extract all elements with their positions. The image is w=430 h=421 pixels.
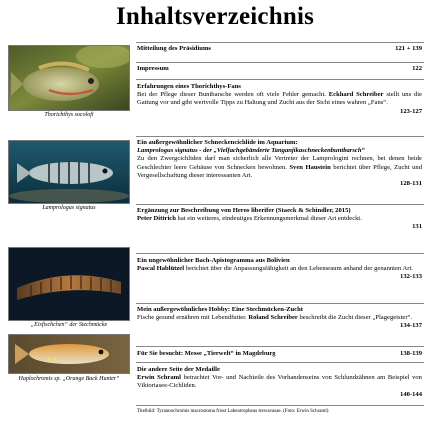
entry-description xyxy=(137,91,422,107)
toc-entry xyxy=(137,306,422,331)
entry-heading: Ein ungewöhnlicher Bach-Apistogramma aus Bolivien xyxy=(137,257,290,264)
divider xyxy=(136,346,424,347)
page-range: 131 xyxy=(412,223,422,231)
photo-caption: „Eisfischchen“ der Stechmücke xyxy=(30,322,108,328)
entry-description xyxy=(137,215,422,223)
toc-entry xyxy=(137,45,422,53)
description-text: berichtet über Pflege, Zucht und Vergesellschaftung dieser interessanten Art. xyxy=(137,163,422,179)
description-text: hat ein weiteres, eindeutiges Erkennungsmerkmal dieser Art entdeckt. xyxy=(175,215,362,223)
divider xyxy=(136,204,424,205)
entry-subheading: Lamprologus signatus - der „Vielfachgebänderte Tanganjikaschneckenbuntbarsch“ xyxy=(137,147,365,155)
divider xyxy=(136,362,424,363)
author-name: Erwin Schraml xyxy=(137,374,181,382)
entry-heading: Mein außergewöhnliches Hobby: Eine Stechmücken-Zucht xyxy=(137,306,303,313)
description-text: Zu den Zwergcichliden darf man sicherlich alle Vertreter der Lamprologini rechnen, bei denen beide Geschlechter leere Gehäuse von Schnecken bewohnen. xyxy=(137,155,422,171)
author-name: Pascal Hablützel xyxy=(137,265,185,273)
divider xyxy=(136,62,424,63)
toc-entry xyxy=(137,350,422,358)
mosquito-larva-photo xyxy=(8,247,130,321)
entry-description xyxy=(137,374,422,390)
entry-description xyxy=(137,314,422,322)
haplochromis-fish-photo xyxy=(8,334,130,374)
photo-caption: Lamprologus signatus xyxy=(42,205,96,211)
lamprologus-fish-photo xyxy=(8,140,130,204)
description-text: beschreibt die Zucht dieser „Plagegeister“. xyxy=(297,314,413,322)
page-range: 138-139 xyxy=(400,350,422,357)
page-range: 140-144 xyxy=(400,390,422,398)
cichlid-fish-photo xyxy=(8,45,130,111)
toc-entry xyxy=(137,207,422,232)
entry-heading: Ein außergewöhnlicher Schneckencichlide im Aquarium: xyxy=(137,139,298,146)
toc-entry xyxy=(137,65,422,73)
toc-entry xyxy=(137,366,422,399)
author-name: Eckhard Schreiber xyxy=(328,91,384,99)
entry-description xyxy=(137,265,422,273)
entry-description xyxy=(137,155,422,180)
divider xyxy=(136,79,424,80)
description-text: Bei der Pflege dieser Buntbarsche werden oft viele Fehler gemacht. xyxy=(137,91,329,99)
author-name: Sven Haustein xyxy=(289,163,331,171)
entry-heading: Erfahrungen eines Thorichthys-Fans xyxy=(137,83,241,90)
page-range: 134-137 xyxy=(400,322,422,330)
page-range: 132-133 xyxy=(400,273,422,281)
entry-heading: Ergänzung zur Beschreibung von Heros liberifer (Staeck & Schindler, 2015) xyxy=(137,207,351,214)
page-range: 123-127 xyxy=(400,107,422,115)
entry-heading: Impressum xyxy=(137,65,169,72)
page-range: 122 xyxy=(412,65,422,72)
divider xyxy=(136,253,424,254)
entry-heading: Die andere Seite der Medaille xyxy=(137,366,220,373)
divider xyxy=(136,405,424,406)
toc-entry xyxy=(137,257,422,282)
author-name: Peter Dittrich xyxy=(137,215,176,223)
page-range: 121 + 139 xyxy=(395,45,422,52)
description-text: berichtet über die Anpassungsfähigkeit an den Lebensraum anhand der genannten Art. xyxy=(184,265,413,273)
divider xyxy=(136,303,424,304)
description-text: betrachtet Vor- und Nachteile des Vorhandenseins von Schlundzähnen am Beispiel von Viktoriasee-Cichliden. xyxy=(137,374,422,390)
divider xyxy=(136,136,424,137)
entry-heading: Für Sie besucht: Messe „Tierwelt“ in Magdeburg xyxy=(137,350,276,357)
description-text: stellt uns die Gattung vor und gibt wertvolle Tipps zu Haltung und Zucht aus der Sicht eines wahren „Fans“. xyxy=(137,91,423,107)
entry-heading: Mitteilung des Präsidiums xyxy=(137,45,211,52)
page-title: Inhaltsverzeichnis xyxy=(115,3,315,30)
page-range: 128-131 xyxy=(400,180,422,188)
toc-entry xyxy=(137,139,422,188)
divider xyxy=(136,42,424,43)
photo-caption: Haplochromis sp. „Orange Back Hunter“ xyxy=(18,376,120,382)
description-text: Fische gesund ernähren mit Lebendfutter. xyxy=(137,314,249,322)
author-name: Roland Schreiber xyxy=(248,314,298,322)
cover-photo-credit: Titelbild: Tyrannochromis macrostoma frisst Labeotropheus trewavasae. (Foto: Erwin Schraml) xyxy=(137,409,329,414)
photo-caption: Thorichthys socolofi xyxy=(44,112,94,118)
toc-entry xyxy=(137,83,422,116)
